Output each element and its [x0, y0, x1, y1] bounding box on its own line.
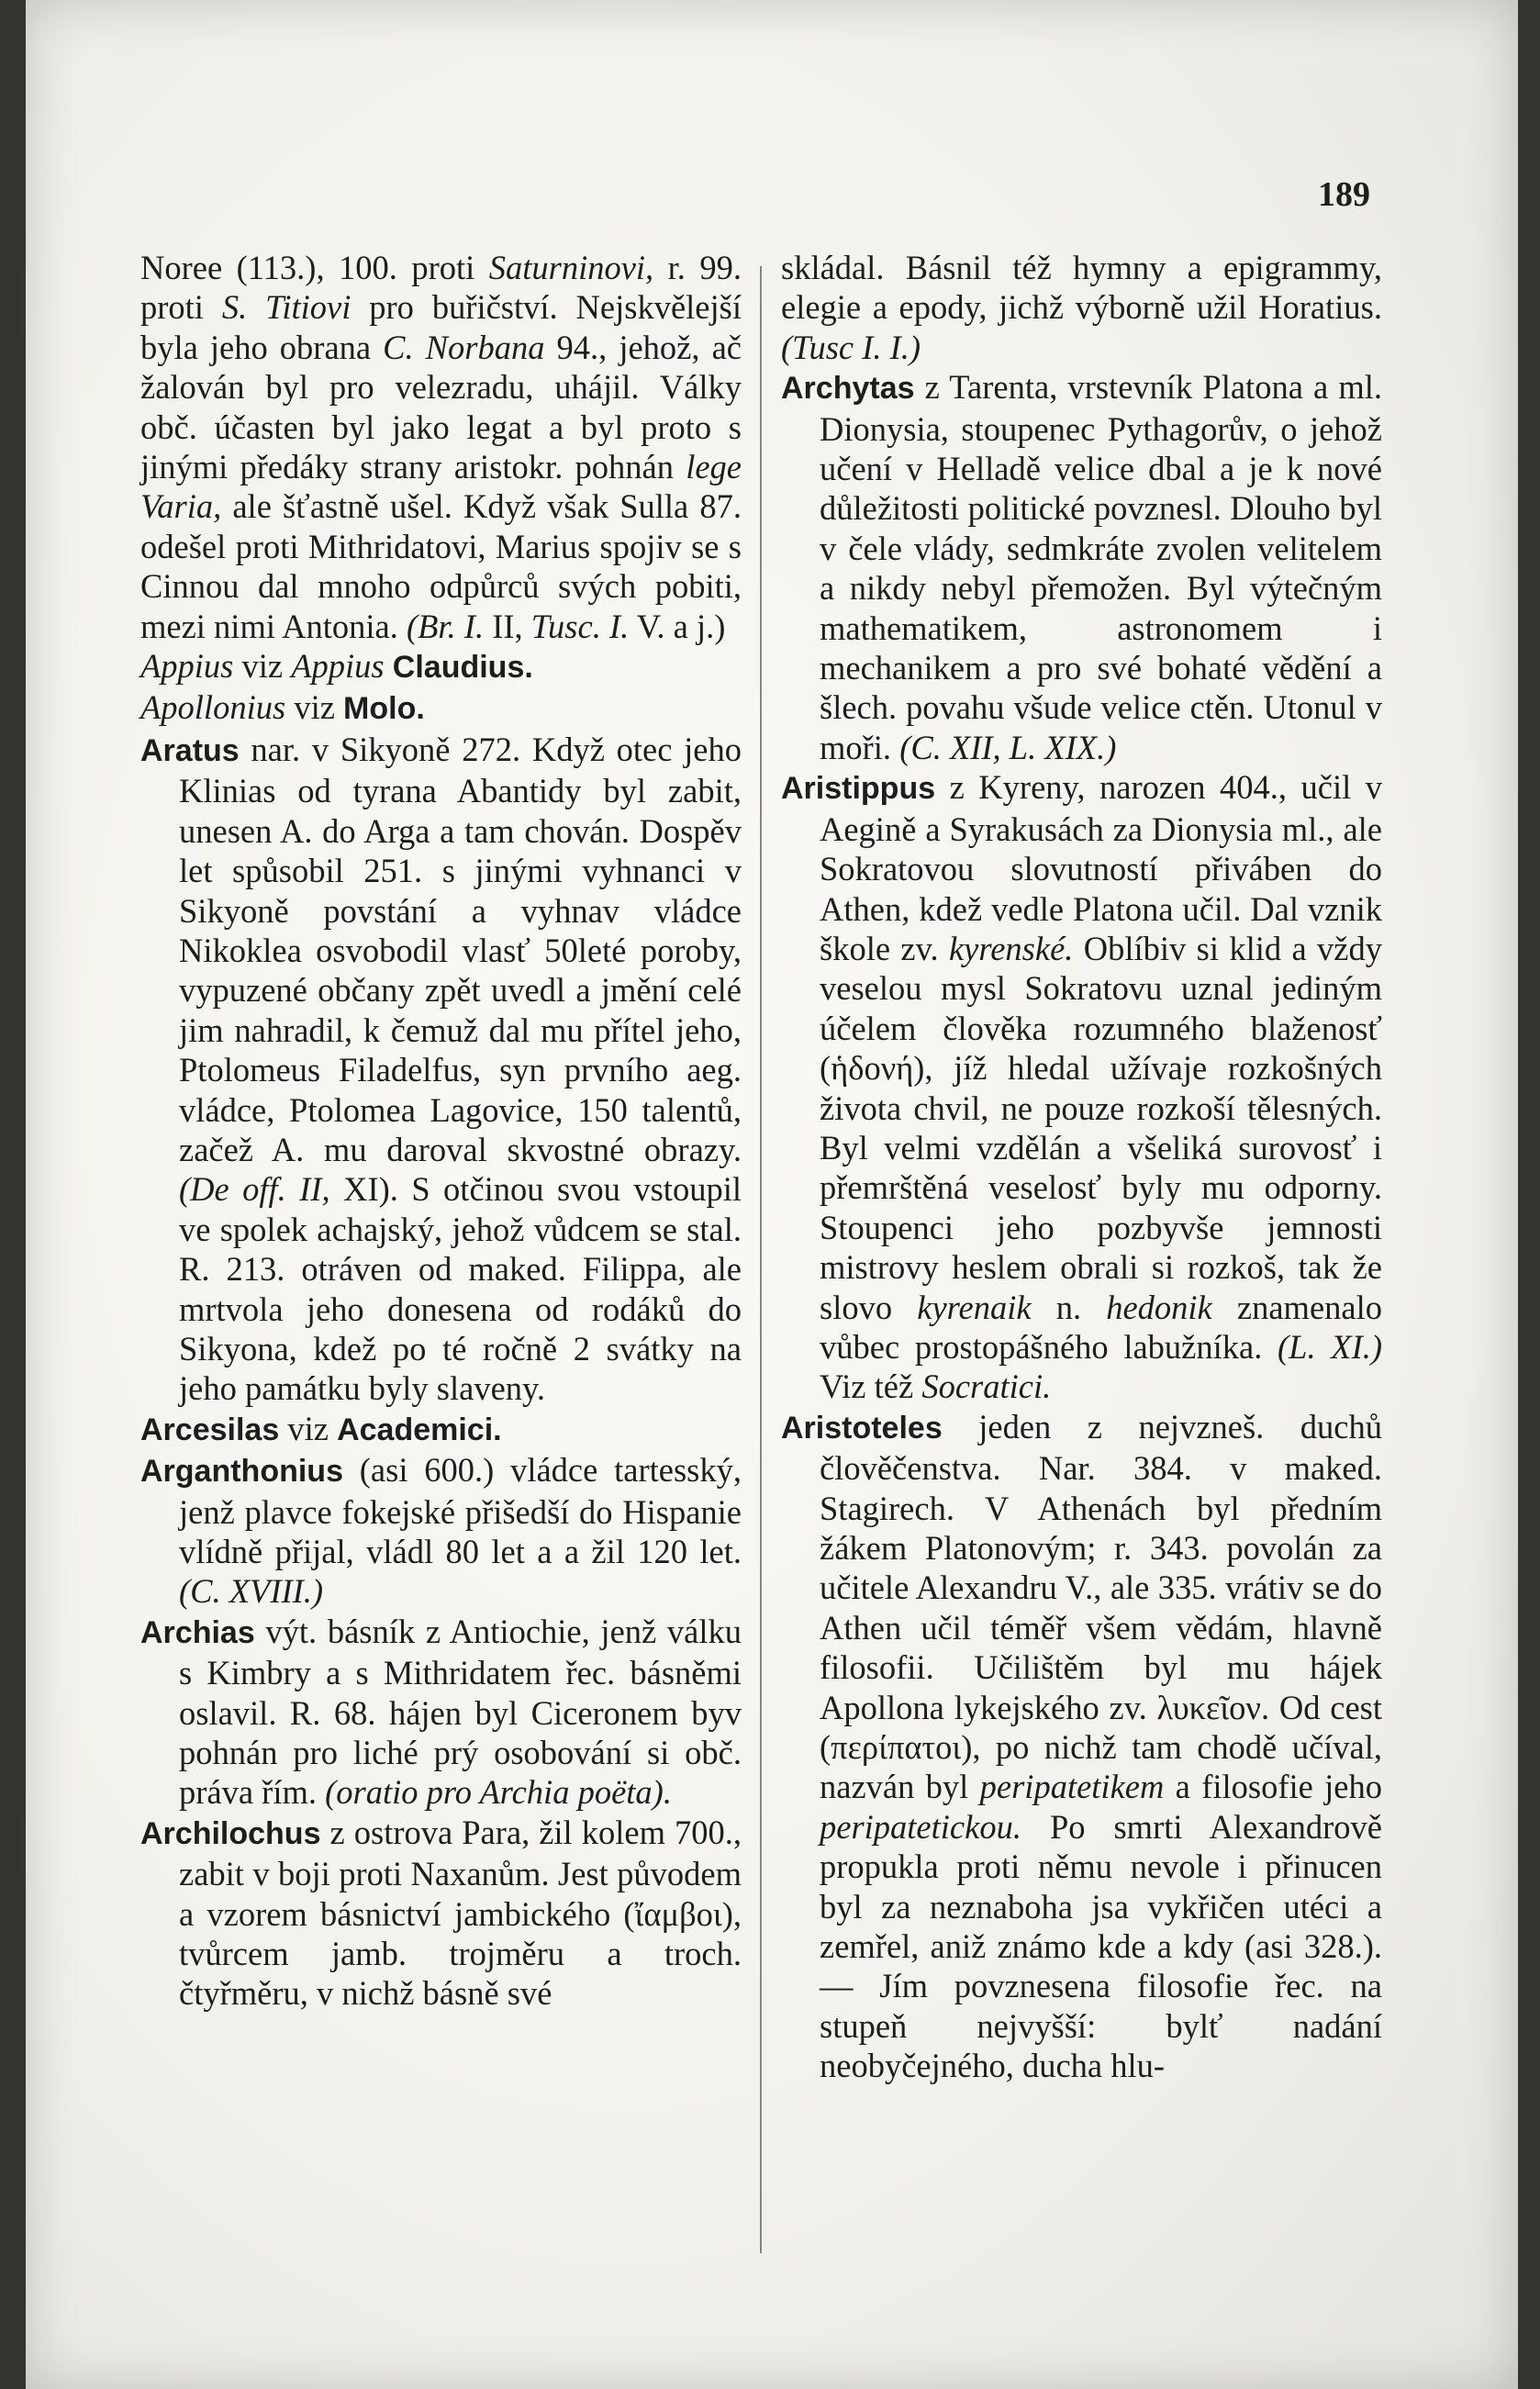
entry-italic: peripatetickou.	[820, 1807, 1021, 1846]
entry-italic: Socratici.	[921, 1368, 1052, 1406]
entry-headword: Archytas	[781, 371, 915, 407]
entry-text: pro buřičství. Nejskvělejší byla jeho obrana	[140, 288, 742, 366]
entry-text: Oblíbiv si klid a vždy veselou mysl Sokratovu uznal jediným účelem člověka rozumného blaženosť (ἡδονή), jíž hledal užívaje rozkošných života chvil, ne pouze rozkoší tělesných. Byl velmi vzdělán a všeliká surovosť i přemrštěná veselosť byly mu odporny. Stoupenci jeho pozbyvše jemnosti mistrovy heslem obrali si rozkoš, tak že slovo	[820, 929, 1382, 1326]
entry-archilochus	[140, 1813, 742, 2014]
cross-reference-headword: Academici.	[337, 1412, 502, 1447]
entry-italic: C. Norbana	[383, 328, 545, 366]
entry-aristippus	[781, 767, 1382, 1407]
entry-italic: kyrenské.	[948, 929, 1074, 967]
left-column	[140, 248, 742, 2014]
entry-italic: peripatetikem	[979, 1768, 1165, 1806]
entry-italic: (Tusc I. I.)	[781, 328, 921, 366]
entry-text: jeden z nejvzneš. duchů člověčenstva. Nar. 384. v maked. Stagirech. V Athenách byl předním žákem Platonovým; r. 343. povolán za učitele Alexandru V., ale 335. vrátiv se do Athen učil téměř všem vědám, hlavně filosofii. Učilištěm byl mu hájek Apollona lykejského zv. λυκεῖον. Od cest (περίπατοι), po nichž tam chodě učíval, nazván byl	[820, 1407, 1382, 1806]
entry-italic: Saturninovi,	[488, 249, 654, 286]
entry-appius	[140, 646, 742, 687]
entry-headword: Arcesilas	[140, 1412, 280, 1447]
entry-text: II,	[484, 607, 531, 645]
entry-headword: Aristoteles	[781, 1410, 943, 1446]
page-number: 189	[1318, 175, 1370, 214]
entry-italic: (C. XVIII.)	[179, 1572, 324, 1611]
entry-text: výt. básník z Antiochie, jenž válku s Kimbry a s Mithridatem řec. básněmi oslavil. R. 68. hájen byl Ciceronem byv pohnán pro liché prý osobování si obč. práva řím.	[179, 1612, 742, 1812]
entry-italic: Appius	[140, 647, 234, 686]
entry-italic: hedonik	[1106, 1288, 1212, 1326]
entry-archilochus-continuation	[781, 248, 1382, 367]
entry-text: Viz též	[820, 1368, 922, 1406]
entry-text: skládal. Básnil též hymny a epigrammy, elegie a epody, jichž výborně užil Horatius.	[781, 249, 1382, 327]
entry-aristoteles	[781, 1407, 1382, 2086]
cross-reference-headword: Molo.	[343, 691, 425, 727]
entry-text: nar. v Sikyoně 272. Když otec jeho Klinias od tyrana Abantidy byl zabit, unesen A. do Arga a tam chován. Dospěv let spůsobil 251. s jinými vyhnanci v Sikyoně povstání a vyhnav vládce Nikoklea osvobodil vlasť 50leté poroby, vypuzené občany zpět uvedl a jmění celé jim nahradil, k čemuž dal mu přítel jeho, Ptolomeus Filadelfus, syn prvního aeg. vládce, Ptolomea Lagovice, 150 talentů, začež A. mu daroval skvostné obrazy.	[179, 730, 742, 1168]
entry-italic: (L. XI.)	[1278, 1327, 1383, 1366]
entry-text: z Kyreny, narozen 404., učil v Aegině a Syrakusách za Dionysia ml., ale Sokratovou slovutností přivábеn do Athen, kdež vedle Platona učil. Dal vznik škole zv.	[820, 768, 1382, 967]
entry-italic: lege Varia,	[140, 448, 742, 526]
entry-archias	[140, 1612, 742, 1813]
entry-headword: Aratus	[140, 732, 240, 768]
entry-italic: kyrenaik	[917, 1288, 1032, 1326]
cross-reference-headword: Claudius.	[392, 650, 533, 686]
entry-arganthonius	[140, 1450, 742, 1612]
entry-antonius-continuation	[140, 248, 742, 646]
entry-text: z Tarenta, vrstevník Platona a ml. Dionysia, stoupenec Pythagorův, o jehož učení v Helladě velice dbal a je k nové důležitosti politické povznesl. Dlouho byl v čele vlády, sedmkráte zvolen velitelem a nikdy nebyl přemožen. Byl výtečným mathematikem, astronomem i mechanikem a pro své bohaté vědění a šlech. povahu všude velice ctěn. Utonul v moři.	[820, 368, 1382, 766]
entry-text: Noree (113.), 100. proti	[140, 249, 489, 286]
entry-text: XI). S otčinou svou vstoupil ve spolek achajský, jehož vůdcem se stal. R. 213. otráven od maked. Filippa, ale mrtvola jeho donesena od rodáků do Sikyona, kdež po té ročně 2 svátky na jeho památku byly slaveny.	[179, 1170, 742, 1408]
entry-aratus	[140, 730, 742, 1409]
entry-headword: Arganthonius	[140, 1454, 343, 1490]
entry-text: n.	[1031, 1288, 1107, 1326]
entry-arcesilas	[140, 1409, 742, 1450]
entry-italic: Appius	[291, 647, 385, 686]
right-column	[781, 248, 1382, 2086]
entry-apollonius	[140, 687, 742, 729]
entry-headword: Archias	[140, 1614, 255, 1650]
entry-italic: S. Titiovi	[221, 288, 352, 327]
column-divider	[760, 266, 762, 2253]
entry-text: r. 99. proti	[140, 249, 742, 327]
entry-text: (asi 600.) vládce tartesský, jenž plavce fokejské přišedší do Hispanie vlídně přijal, vládl 80 let a a žil 120 let.	[179, 1451, 742, 1570]
entry-text: znamenalo vůbec prostopášného labužníka.	[820, 1288, 1382, 1366]
entry-italic: Apollonius	[140, 688, 286, 727]
entry-italic: (C. XII, L. XIX.)	[899, 728, 1117, 766]
entry-headword: Archilochus	[140, 1815, 321, 1851]
entry-text: 94., jehož, ač žalován byl pro velezradu, uhájil. Války obč. účasten byl jako legat a byl proto s jinými předáky strany aristokr. pohnán	[140, 328, 742, 486]
entry-text: Po smrti Alexandrově propukla proti němu nevole i přinucen byl za neznaboha jsa vykřičen utéci a zemřel, aniž známo kde a kdy (asi 328.). — Jím povznesena filosofie řec. na stupeň nejvyšší: bylť nadání neobyčejného, ducha hlu-	[820, 1807, 1382, 2085]
entry-text: viz	[279, 1409, 338, 1447]
entry-headword: Aristippus	[781, 771, 936, 807]
entry-italic: (oratio pro Archia poëta).	[325, 1773, 672, 1812]
book-page	[26, 0, 1518, 2389]
entry-text: z ostrova Para, žil kolem 700., zabit v boji proti Naxanům. Jest původem a vzorem básnictví jambického (ἴαμβοι), tvůrcem jamb. trojměru a troch. čtyřměru, v nichž básně své	[179, 1813, 742, 2013]
entry-italic: (De off. II,	[179, 1170, 330, 1209]
entry-text: ale šťastně ušel. Když však Sulla 87. odešel proti Mithridatovi, Marius spojiv se s Cinnou dal mnoho odpůrců svých pobiti, mezi nimi Antonia.	[140, 487, 742, 645]
entry-text: V. a j.)	[629, 607, 726, 645]
entry-text: viz	[285, 688, 344, 727]
entry-text	[385, 647, 393, 685]
entry-text: a filosofie jeho	[1164, 1768, 1382, 1806]
entry-text: viz	[233, 647, 292, 686]
entry-italic: Tusc. I.	[530, 607, 630, 645]
entry-archytas	[781, 367, 1382, 767]
entry-italic: (Br. I.	[406, 607, 485, 645]
